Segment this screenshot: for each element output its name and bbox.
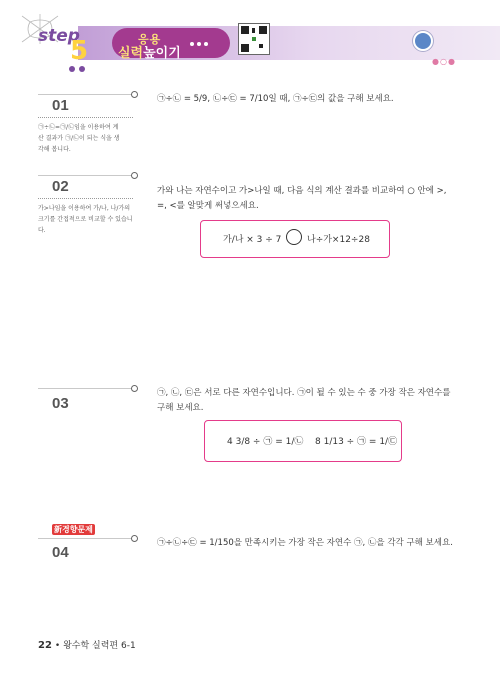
decor-dots: ●○● — [432, 57, 456, 66]
step-label: step — [38, 26, 80, 46]
page-title — [118, 42, 181, 61]
mascot-icon — [413, 31, 433, 51]
question-number: 03 — [52, 395, 69, 412]
question-number: 01 — [52, 97, 69, 114]
question-text-line2: 구해 보세요. — [157, 403, 204, 413]
title-rest: 높이기 — [143, 46, 181, 61]
expr-right: 나÷가×12÷28 — [307, 235, 370, 245]
expr-left: 가/나 × 3 ÷ 7 — [223, 235, 282, 245]
question-text: ㉠÷㉡ = 5/9, ㉡÷㉢ = 7/10일 때, ㉠÷㉢의 값을 구해 보세요. — [157, 94, 394, 104]
new-badge: 新경향문제 — [54, 525, 93, 534]
expr-right: 8 1/13 ÷ ㉠ = 1/㉢ — [315, 437, 398, 447]
spider-legs-icon — [66, 64, 88, 74]
divider — [38, 175, 134, 176]
question-number: 04 — [52, 544, 69, 561]
divider — [38, 538, 134, 539]
page-number: 22 — [38, 640, 52, 651]
hint-text: ㉠÷㉡=㉠/㉡임을 이용하여 계산 결과가 ㉠/㉡이 되는 식을 생각해 봅니다. — [38, 124, 120, 153]
dotted-divider — [38, 117, 133, 119]
book-title: • 왕수학 실력편 6-1 — [54, 641, 136, 651]
qr-code-icon — [238, 23, 270, 55]
divider-dot — [131, 91, 138, 98]
expr-left: 4 3/8 ÷ ㉠ = 1/㉡ — [227, 437, 304, 447]
question-text: ㉠÷㉡÷㉢ = 1/150을 만족시키는 가장 작은 자연수 ㉠, ㉡을 각각 구해 보세요. — [157, 538, 453, 548]
expression-box — [204, 420, 402, 462]
title-accent: 실력 — [118, 46, 144, 61]
hint-text: 가>나임을 이용하여 가/나, 나/가의 크기를 간접적으로 비교할 수 있습니다. — [38, 205, 133, 234]
page-footer — [38, 638, 136, 651]
expression-box — [200, 220, 390, 258]
divider-dot — [131, 535, 138, 542]
divider-dot — [131, 172, 138, 179]
question-number: 02 — [52, 178, 69, 195]
title-top: 응용 — [138, 33, 162, 46]
question-text-line2: =, <를 알맞게 써넣으세요. — [157, 201, 259, 211]
divider — [38, 388, 134, 389]
step-number: 5 — [70, 36, 89, 66]
answer-circle[interactable] — [286, 229, 302, 245]
bug-icon — [188, 38, 210, 50]
question-text-line1: ㉠, ㉡, ㉢은 서로 다른 자연수입니다. ㉠이 될 수 있는 수 중 가장 작은 자연수를 — [157, 388, 451, 398]
divider-dot — [131, 385, 138, 392]
divider — [38, 94, 134, 95]
question-text-line1: 가와 나는 자연수이고 가>나일 때, 다음 식의 계산 결과를 비교하여 ○ 안에 >, — [157, 186, 447, 196]
dotted-divider — [38, 198, 133, 200]
